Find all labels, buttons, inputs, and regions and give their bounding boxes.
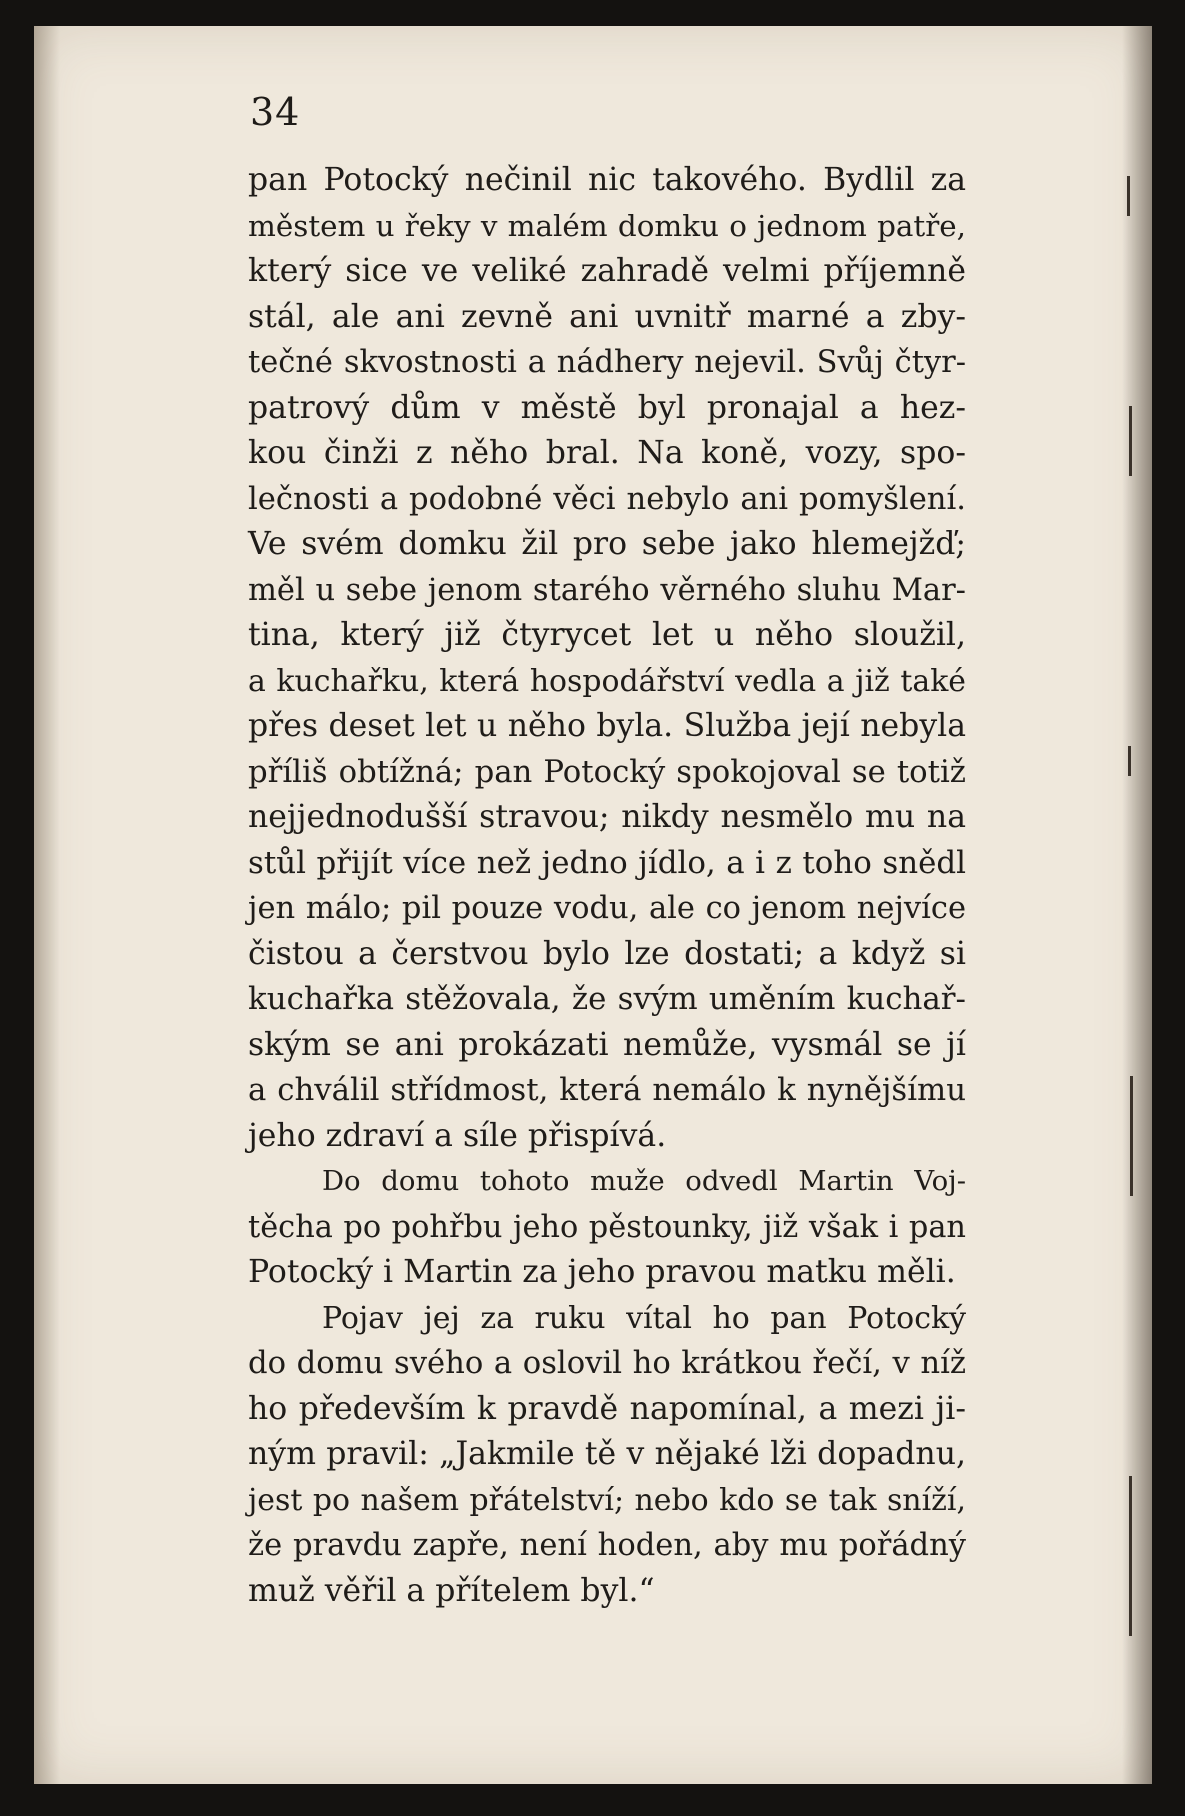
text-line: jest po našem přátelství; nebo kdo se tak sníží,	[248, 1482, 966, 1518]
text-line: nejjednodušší stravou; nikdy nesmělo mu na	[248, 799, 966, 835]
text-line: Pojav jej za ruku vítal ho pan Potocký	[322, 1300, 966, 1336]
page-number: 34	[250, 90, 301, 134]
text-line: měl u sebe jenom starého věrného sluhu Mar-	[248, 572, 966, 608]
text-line: čistou a čerstvou bylo lze dostati; a když si	[248, 935, 966, 972]
text-line: který sice ve veliké zahradě velmi příjemně	[248, 253, 966, 289]
text-line: stál, ale ani zevně ani uvnitř marné a zby-	[248, 298, 966, 335]
text-line: do domu svého a oslovil ho krátkou řečí, v níž	[248, 1346, 966, 1381]
text-line: lečnosti a podobné věci nebylo ani pomyšlení.	[248, 481, 966, 517]
spine-mark-1	[1127, 176, 1130, 216]
text-line: těcha po pohřbu jeho pěstounky, již však i pan	[248, 1209, 966, 1245]
spine-mark-4	[1130, 1076, 1133, 1196]
text-line: tina, který již čtyrycet let u něho sloužil,	[248, 617, 966, 653]
text-line: ho především k pravdě napomínal, a mezi ji-	[248, 1390, 966, 1427]
text-line: Do domu tohoto muže odvedl Martin Voj-	[322, 1165, 966, 1197]
text-line: Ve svém domku žil pro sebe jako hlemejžď;	[248, 526, 966, 562]
text-line: přes deset let u něho byla. Služba její nebyla	[248, 708, 966, 744]
page-edge-shadow	[1122, 26, 1152, 1784]
book-page	[34, 26, 1152, 1784]
text-line: kuchařka stěžovala, že svým uměním kuchař-	[248, 981, 966, 1017]
text-line: a chválil střídmost, která nemálo k nynějšímu	[248, 1072, 966, 1108]
text-line: a kuchařku, která hospodářství vedla a již také	[248, 663, 966, 699]
text-line: městem u řeky v malém domku o jednom patře,	[248, 208, 966, 243]
text-line: muž věřil a přítelem byl.“	[248, 1572, 655, 1609]
text-line: jeho zdraví a síle přispívá.	[248, 1117, 667, 1154]
text-line: patrový dům v městě byl pronajal a hez-	[248, 389, 966, 426]
text-line: Potocký i Martin za jeho pravou matku měli.	[248, 1254, 956, 1290]
text-line: ným pravil: „Jakmile tě v nějaké lži dopadnu,	[248, 1436, 966, 1472]
body-text	[248, 158, 966, 1614]
spine-mark-3	[1128, 746, 1131, 776]
text-line: ským se ani prokázati nemůže, vysmál se jí	[248, 1026, 966, 1063]
text-line: pan Potocký nečinil nic takového. Bydlil za	[248, 162, 966, 198]
spine-mark-2	[1129, 406, 1132, 476]
text-line: příliš obtížná; pan Potocký spokojoval se totiž	[248, 753, 966, 790]
gutter-shadow	[34, 26, 60, 1784]
text-line: stůl přijít více než jedno jídlo, a i z toho snědl	[248, 844, 966, 881]
text-line: jen málo; pil pouze vodu, ale co jenom nejvíce	[248, 891, 966, 926]
text-line: že pravdu zapře, není hoden, aby mu pořádný	[248, 1528, 966, 1563]
spine-mark-5	[1129, 1476, 1132, 1636]
text-line: tečné skvostnosti a nádhery nejevil. Svůj čtyr-	[248, 345, 966, 380]
text-line: kou činži z něho bral. Na koně, vozy, spo-	[248, 435, 966, 471]
